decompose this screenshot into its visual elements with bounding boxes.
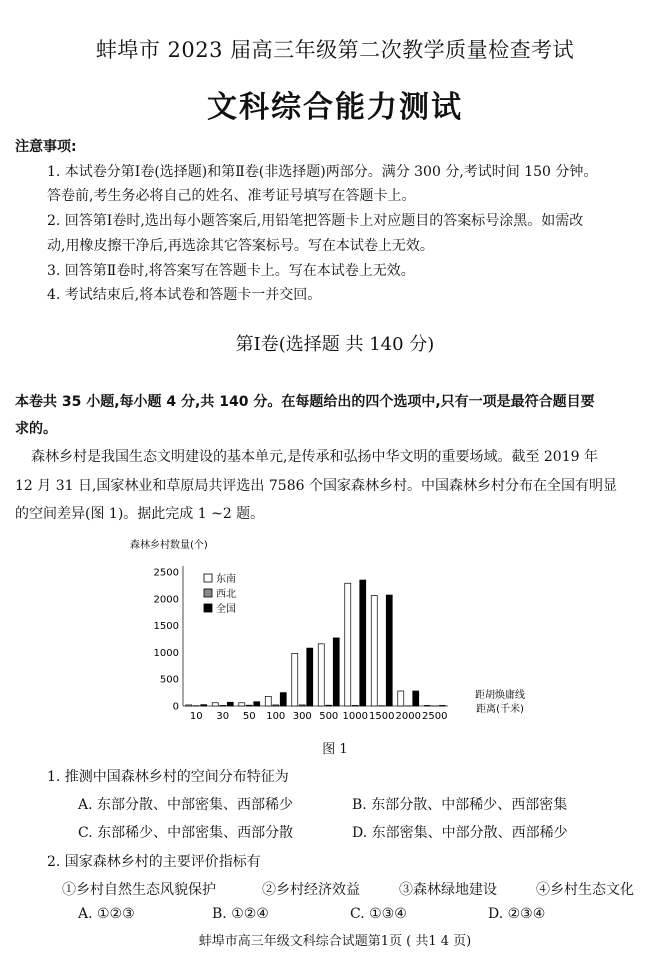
bar-全国 bbox=[201, 705, 207, 706]
bar-全国 bbox=[413, 691, 419, 706]
bar-西北 bbox=[299, 705, 305, 706]
option-d[interactable]: D. ②③④ bbox=[488, 906, 546, 922]
bar-西北 bbox=[326, 705, 332, 706]
legend-swatch bbox=[204, 574, 212, 582]
bar-全国 bbox=[333, 638, 339, 706]
page-footer: 蚌埠市高三年级文科综合试题第1页 ( 共1 4 页) bbox=[198, 934, 472, 949]
x-tick-label: 300 bbox=[292, 711, 312, 722]
question-stem: 2. 国家森林乡村的主要评价指标有 bbox=[47, 854, 261, 870]
x-tick-label: 100 bbox=[266, 711, 286, 722]
option-c[interactable]: C. ①③④ bbox=[350, 906, 407, 922]
passage-line: 12 月 31 日,国家林业和草原局共评选出 7586 个国家森林乡村。中国森林乡村分布在全国有明显 bbox=[15, 478, 617, 494]
x-tick-label: 30 bbox=[216, 711, 230, 722]
bar-东南 bbox=[186, 705, 192, 706]
bar-西北 bbox=[352, 705, 358, 706]
option-b[interactable]: B. 东部分散、中部稀少、西部密集 bbox=[352, 797, 568, 813]
legend-label: 东南 bbox=[216, 574, 236, 585]
option-a[interactable]: A. ①②③ bbox=[78, 906, 135, 922]
notice-heading: 注意事项: bbox=[15, 139, 77, 155]
bar-西北 bbox=[273, 705, 279, 706]
x-axis-title: 距胡焕庸线 bbox=[475, 690, 525, 701]
indicator-item: ③森林绿地建设 bbox=[399, 882, 497, 898]
option-c[interactable]: C. 东部稀少、中部密集、西部分散 bbox=[78, 825, 294, 841]
notice-line: 4. 考试结束后,将本试卷和答题卡一并交回。 bbox=[47, 287, 322, 303]
y-axis-title: 森林乡村数量(个) bbox=[130, 540, 208, 551]
y-tick-label: 1500 bbox=[153, 621, 179, 633]
bar-东南 bbox=[398, 691, 404, 706]
x-tick-label: 2000 bbox=[395, 711, 421, 722]
passage-line: 森林乡村是我国生态文明建设的基本单元,是传承和弘扬中华文明的重要场域。截至 2019 年 bbox=[31, 449, 598, 465]
question-stem: 1. 推测中国森林乡村的空间分布特征为 bbox=[47, 769, 289, 785]
option-d[interactable]: D. 东部密集、中部分散、西部稀少 bbox=[352, 825, 568, 841]
notice-line: 2. 回答第Ⅰ卷时,选出每小题答案后,用铅笔把答题卡上对应题目的答案标号涂黑。如需改 bbox=[47, 213, 584, 229]
indicator-item: ④乡村生态文化 bbox=[536, 882, 634, 898]
bar-全国 bbox=[386, 595, 392, 706]
y-tick-label: 1000 bbox=[153, 647, 179, 659]
bar-全国 bbox=[360, 580, 366, 706]
bar-东南 bbox=[345, 583, 351, 706]
y-tick-label: 0 bbox=[172, 701, 179, 713]
y-tick-label: 2000 bbox=[153, 594, 179, 606]
x-tick-label: 10 bbox=[189, 711, 203, 722]
bar-全国 bbox=[227, 702, 233, 706]
notice-line: 答卷前,考生务必将自己的姓名、准考证号填写在答题卡上。 bbox=[47, 188, 416, 204]
bar-西北 bbox=[220, 705, 226, 706]
section-intro: 求的。 bbox=[15, 421, 57, 437]
x-tick-label: 2500 bbox=[422, 711, 448, 722]
section-intro: 本卷共 35 小题,每小题 4 分,共 140 分。在每题给出的四个选项中,只有一项是最符合题目要 bbox=[15, 394, 595, 410]
legend-label: 西北 bbox=[216, 589, 236, 600]
legend-swatch bbox=[204, 589, 212, 597]
bar-东南 bbox=[239, 703, 245, 706]
bar-全国 bbox=[280, 693, 286, 706]
bar-chart bbox=[128, 534, 542, 724]
legend-swatch bbox=[204, 604, 212, 612]
figure-caption: 图 1 bbox=[322, 742, 348, 757]
bar-东南 bbox=[371, 596, 377, 706]
section-title: 第Ⅰ卷(选择题 共 140 分) bbox=[235, 334, 435, 355]
y-tick-label: 500 bbox=[159, 674, 179, 686]
notice-line: 3. 回答第Ⅱ卷时,将答案写在答题卡上。写在本试卷上无效。 bbox=[47, 263, 415, 279]
x-tick-label: 500 bbox=[319, 711, 339, 722]
bar-东南 bbox=[292, 653, 298, 706]
bar-东南 bbox=[424, 705, 430, 706]
notice-line: 1. 本试卷分第Ⅰ卷(选择题)和第Ⅱ卷(非选择题)两部分。满分 300 分,考试时间 150 分钟。 bbox=[47, 164, 598, 180]
bar-东南 bbox=[212, 703, 218, 706]
option-b[interactable]: B. ①②④ bbox=[212, 906, 269, 922]
indicator-item: ②乡村经济效益 bbox=[262, 882, 360, 898]
x-axis-title: 距离(千米) bbox=[476, 704, 524, 715]
subject-title: 文科综合能力测试 bbox=[207, 90, 463, 125]
option-a[interactable]: A. 东部分散、中部密集、西部稀少 bbox=[78, 797, 294, 813]
bar-西北 bbox=[246, 705, 252, 706]
y-tick-label: 2500 bbox=[153, 567, 179, 579]
bar-东南 bbox=[265, 696, 271, 706]
passage-line: 的空间差异(图 1)。据此完成 1 ~2 题。 bbox=[15, 506, 265, 522]
x-tick-label: 50 bbox=[242, 711, 256, 722]
indicator-item: ①乡村自然生态风貌保护 bbox=[62, 882, 216, 898]
bar-东南 bbox=[318, 644, 324, 706]
notice-line: 动,用橡皮擦干净后,再选涂其它答案标号。写在本试卷上无效。 bbox=[47, 238, 434, 254]
exam-title: 蚌埠市 2023 届高三年级第二次教学质量检查考试 bbox=[95, 38, 575, 62]
legend-label: 全国 bbox=[216, 604, 236, 615]
bar-全国 bbox=[439, 705, 445, 706]
bar-全国 bbox=[307, 648, 313, 706]
x-tick-label: 1000 bbox=[342, 711, 368, 722]
x-tick-label: 1500 bbox=[369, 711, 395, 722]
forest-village-chart bbox=[128, 534, 542, 724]
bar-全国 bbox=[254, 702, 260, 706]
